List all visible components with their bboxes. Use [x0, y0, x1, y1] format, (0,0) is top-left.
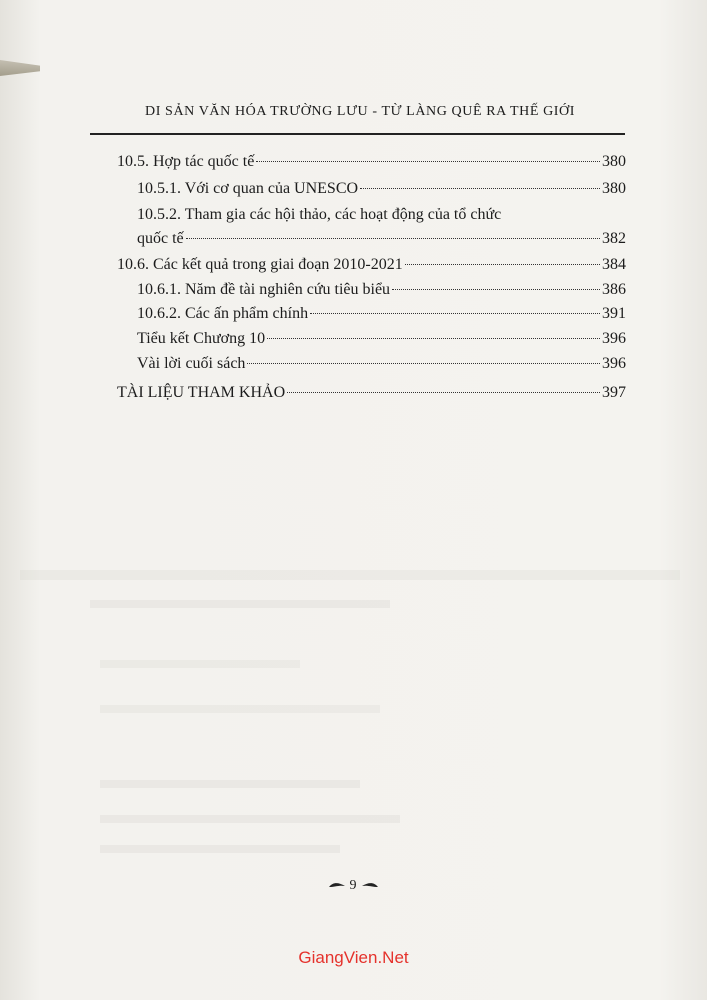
page-number — [313, 878, 393, 894]
running-header: DI SẢN VĂN HÓA TRƯỜNG LƯU - TỪ LÀNG QUÊ RA THẾ GIỚI — [144, 104, 576, 119]
toc-entry — [137, 281, 626, 299]
toc-entry-label: 10.5. Hợp tác quốc tế — [117, 153, 255, 170]
toc-entry-page: 384 — [602, 256, 626, 273]
toc-entry-page: 386 — [602, 281, 626, 298]
watermark-text: GiangVien.Net — [298, 948, 409, 967]
toc-entry-label: TÀI LIỆU THAM KHẢO — [117, 384, 286, 401]
toc-entry-label-line1: 10.5.2. Tham gia các hội thảo, các hoạt động của tổ chức — [137, 206, 502, 223]
header-rule — [90, 133, 625, 135]
toc-entry — [117, 256, 626, 274]
toc-entry-page: 397 — [602, 384, 626, 401]
toc-entry-label: 10.6.2. Các ấn phẩm chính — [137, 305, 309, 322]
toc-entry-label: 10.6. Các kết quả trong giai đoạn 2010-2021 — [117, 256, 403, 273]
toc-entry-label: Tiểu kết Chương 10 — [137, 330, 266, 347]
toc-entry-page: 396 — [602, 355, 626, 372]
dot-leader — [256, 161, 600, 162]
dot-leader — [310, 313, 600, 314]
dot-leader — [392, 289, 600, 290]
toc-entry-page: 380 — [602, 180, 626, 197]
toc-entry-label: 10.6.1. Năm đề tài nghiên cứu tiêu biểu — [137, 281, 391, 298]
toc-entry — [137, 355, 626, 373]
ornament-left-icon — [328, 881, 346, 891]
toc-entry — [117, 153, 626, 171]
page-number-value: 9 — [349, 878, 357, 893]
toc-entry — [137, 305, 626, 323]
dot-leader — [247, 363, 600, 364]
toc-entry-page: 391 — [602, 305, 626, 322]
dot-leader — [267, 338, 600, 339]
ornament-right-icon — [361, 881, 379, 891]
dot-leader — [405, 264, 600, 265]
toc-entry — [137, 230, 626, 248]
toc-entry-label: Vài lời cuối sách — [137, 355, 246, 372]
toc-entry-page: 396 — [602, 330, 626, 347]
toc-entry — [117, 384, 626, 402]
toc-entry-label: quốc tế — [137, 230, 184, 247]
dot-leader — [186, 238, 600, 239]
dot-leader — [287, 392, 600, 393]
toc-entry-page: 382 — [602, 230, 626, 247]
toc-entry — [137, 330, 626, 348]
toc-entry — [137, 180, 626, 198]
dot-leader — [360, 188, 600, 189]
toc-entry-page: 380 — [602, 153, 626, 170]
toc-entry-label: 10.5.1. Với cơ quan của UNESCO — [137, 180, 359, 197]
